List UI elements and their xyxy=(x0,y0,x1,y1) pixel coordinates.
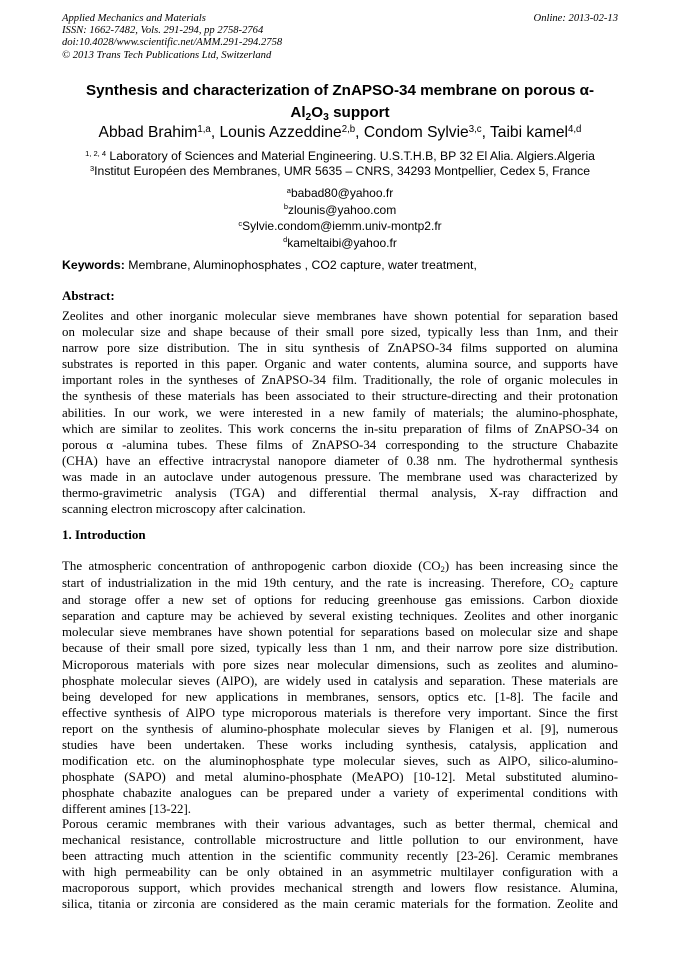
author-sup: 4,d xyxy=(568,123,582,135)
journal-issn: ISSN: 1662-7482, Vols. 291-294, pp 2758-2764 xyxy=(62,25,264,37)
email-sup: a xyxy=(286,185,291,195)
abstract-heading: Abstract: xyxy=(62,288,115,303)
affiliation-sup: 3 xyxy=(89,163,95,173)
text-line: (CHA) have an effective intracrystal nanopore diameter of 0.38 nm. The hydrothermal synthesis xyxy=(62,453,618,468)
email-list xyxy=(62,186,618,252)
text-line: being developed for new applications in membranes, sensors, optics etc. [1-8]. The facile and xyxy=(62,689,618,704)
text-line: important roles in the syntheses of ZnAPSO-34 film. Traditionally, the role of organic molecules in xyxy=(62,373,618,388)
text-line: phosphate molecular sieves (AlPO), are widely used in catalysis and separation. These materials are xyxy=(62,673,618,688)
email-sup: c xyxy=(238,218,243,228)
text-line: phosphate chabazite analogues can be prepared under a variety of experimental conditions with xyxy=(62,786,618,801)
affiliation-2 xyxy=(40,164,640,180)
introduction-heading: 1. Introduction xyxy=(62,527,146,542)
journal-doi[interactable]: doi:10.4028/www.scientific.net/AMM.291-294.2758 xyxy=(62,37,283,49)
title-line-1: Synthesis and characterization of ZnAPSO-34 membrane on porous α- xyxy=(85,82,595,99)
text-line: abilities. In our work, we were interested in a new family of materials; the alumino-phosphate, xyxy=(62,405,618,420)
text-line: on molecular size and shape because of their small pore sized, typically less than 1nm, and their xyxy=(62,325,618,340)
author-name: Lounis Azzeddine xyxy=(219,124,342,141)
text-line: silica, titania or zirconia are considered as the main ceramic materials for the formation. Zeolite and xyxy=(62,897,618,912)
text-line: macroporous support, which provides mechanical strength and lowers flow resistance. Alumina, xyxy=(62,881,618,896)
keywords-label: Keywords: xyxy=(62,258,125,272)
email-item[interactable] xyxy=(62,219,618,236)
author-sup: 2,b xyxy=(341,123,356,135)
keywords xyxy=(62,258,618,273)
title-sub-3: 3 xyxy=(323,111,329,123)
email-address: zlounis@yahoo.com xyxy=(287,202,397,217)
author-name: Abbad Brahim xyxy=(98,124,198,141)
text-line: been attracting much attention in the scientific community recently [23-26]. Ceramic membranes xyxy=(62,849,618,864)
title-al: Al xyxy=(290,104,306,121)
abstract-body xyxy=(62,308,618,517)
author-list xyxy=(62,123,618,145)
text-line: Microporous materials with pore sizes near molecular dimensions, such as zeolites and alumino- xyxy=(62,657,618,672)
text-line: narrow pore size distribution. The in situ synthesis of ZnAPSO-34 films supported on alumina xyxy=(62,341,618,356)
text-run: ) has been increasing since the xyxy=(444,559,618,573)
affiliation-text: Laboratory of Sciences and Material Engineering. U.S.T.H.B, BP 32 El Alia. Algiers.Algeria xyxy=(106,149,595,163)
email-sup: d xyxy=(283,235,288,245)
text-line: and storage offer a new set of options for reducing greenhouse gas emissions. Carbon dioxide xyxy=(62,593,618,608)
text-line: because of their small pore sized, typically less than 1 nm, and their narrow pore size distribution. xyxy=(62,641,618,656)
affiliation-1 xyxy=(40,149,640,165)
text-line: thermo-gravimetric analysis (TGA) and differential thermal analysis, X-ray diffraction and xyxy=(62,486,618,501)
text-line: was made in an autoclave under autogenous pressure. The membrane used was characterized by xyxy=(62,469,618,484)
text-line: different amines [13-22]. xyxy=(62,802,191,817)
text-run: start of industrialization in the mid 19th century, and the rate is increasing. Therefore, CO xyxy=(62,576,570,591)
author-separator: , xyxy=(481,124,490,141)
affiliation-sup: 1, 2, 4 xyxy=(85,148,107,158)
title-support: support xyxy=(328,104,390,121)
text-line: porous α -alumina tubes. These films of ZnAPSO-34 corresponding to the structure Chabazite xyxy=(62,437,618,452)
co2-subscript: 2 xyxy=(569,581,574,592)
author-sup: 3,c xyxy=(468,123,482,135)
online-date: Online: 2013-02-13 xyxy=(533,13,618,24)
text-line: molecular sieve membranes have shown potential for separations based on molecular size and shape xyxy=(62,625,618,640)
text-line: which are similar to zeolites. This work concerns the in-situ preparation of films of ZnAPSO-34 on xyxy=(62,421,618,436)
introduction-paragraph-1 xyxy=(62,558,618,818)
title-o: O xyxy=(311,104,324,121)
journal-name: Applied Mechanics and Materials xyxy=(62,13,206,24)
introduction-paragraph-2 xyxy=(62,816,618,913)
text-line: phosphate (SAPO) and metal alumino-phosphate (MeAPO) [10-12]. Metal substituted alumino- xyxy=(62,770,618,785)
author-name: Condom Sylvie xyxy=(363,124,469,141)
author-separator: , xyxy=(210,124,220,141)
text-line: effective synthesis of AlPO type microporous materials is therefore very important. Since the first xyxy=(62,705,618,720)
text-run: capture xyxy=(573,576,619,591)
keywords-text: Membrane, Aluminophosphates , CO2 capture, water treatment, xyxy=(124,258,477,272)
title-sub-2: 2 xyxy=(305,111,312,123)
email-address: Sylvie.condom@iemm.univ-montp2.fr xyxy=(242,219,442,233)
text-line: scanning electron microscopy after calcination. xyxy=(62,502,306,517)
email-address: babad80@yahoo.fr xyxy=(290,186,394,200)
text-line: modification etc. on the aluminophosphate type molecular sieves, such as AlPO, silico-alumino- xyxy=(62,754,618,769)
text-line: separation and capture may be achieved by several existing techniques. Zeolites and other inorganic xyxy=(62,609,618,624)
text-line: studies have been undertaken. These works including synthesis, catalysis, application and xyxy=(62,738,618,753)
text-line: report on the synthesis of alumino-phosphate molecular sieves by Flanigen et al. [9], numerous xyxy=(62,721,618,736)
journal-header xyxy=(62,13,618,62)
text-line: with high permeability can be only obtained in an asymmetric multilayer configuration with a xyxy=(62,865,618,880)
email-item[interactable] xyxy=(62,186,618,203)
author-separator: , xyxy=(355,124,364,141)
text-line xyxy=(62,575,618,592)
author-sup: 1,a xyxy=(197,123,211,135)
text-line: Porous ceramic membranes with their various advantages, such as better thermal, chemical and xyxy=(62,817,618,831)
text-line: mechanical resistance, controllable microstructure and little pollution to our environment, have xyxy=(62,833,618,848)
co2-subscript: 2 xyxy=(440,564,445,575)
text-line: Zeolites and other inorganic molecular sieve membranes have shown potential for separation based xyxy=(62,309,618,323)
affiliation-text: Institut Européen des Membranes, UMR 5635 – CNRS, 34293 Montpellier, Cedex 5, France xyxy=(94,164,591,178)
text-line: the synthesis of these materials has been associated to their structure-directing and their protonation xyxy=(62,389,618,404)
text-line: substrates is reported in this paper. Organic and water contents, alumina source, and supports have xyxy=(62,357,618,372)
author-name: Taibi kamel xyxy=(490,124,568,141)
text-run: The atmospheric concentration of anthropogenic carbon dioxide (CO xyxy=(62,559,441,573)
email-sup: b xyxy=(283,202,288,212)
paper-title xyxy=(62,80,618,126)
email-item[interactable] xyxy=(62,236,618,253)
journal-copyright: © 2013 Trans Tech Publications Ltd, Switzerland xyxy=(62,49,272,61)
email-item[interactable] xyxy=(62,203,618,220)
text-line xyxy=(62,558,618,575)
email-address: kameltaibi@yahoo.fr xyxy=(287,235,397,250)
